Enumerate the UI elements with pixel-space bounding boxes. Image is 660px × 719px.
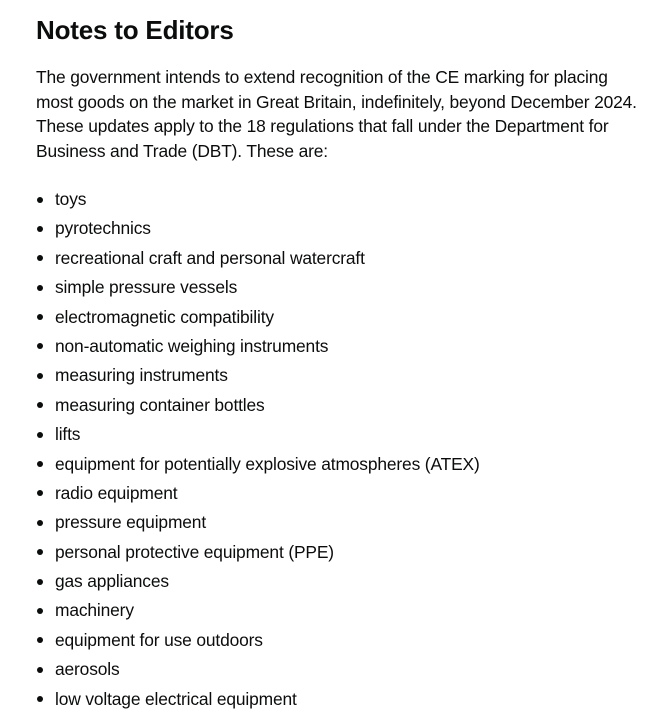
bullet-icon [37,520,43,526]
bullet-icon [37,373,43,379]
list-item [36,508,648,537]
list-item [36,244,648,273]
list-item [36,655,648,684]
notes-section [36,0,648,714]
list-item-text: gas appliances [55,571,169,592]
bullet-icon [37,490,43,496]
list-item-text: measuring instruments [55,365,228,386]
list-item-text: recreational craft and personal watercraft [55,247,365,268]
list-item [36,450,648,479]
bullet-icon [37,549,43,555]
bullet-icon [37,637,43,643]
list-item [36,685,648,714]
list-item [36,332,648,361]
bullet-icon [37,285,43,291]
bullet-icon [37,402,43,408]
list-item-text: measuring container bottles [55,394,265,415]
regulations-list [36,185,648,714]
bullet-icon [37,579,43,585]
list-item-text: non-automatic weighing instruments [55,335,329,356]
list-item-text: toys [55,189,87,209]
list-item [36,303,648,332]
list-item-text: personal protective equipment (PPE) [55,541,334,562]
list-item [36,185,648,214]
bullet-icon [37,696,43,702]
bullet-icon [37,608,43,614]
list-item-text: aerosols [55,659,120,680]
list-item [36,273,648,302]
list-item [36,391,648,420]
list-item-text: low voltage electrical equipment [55,688,297,709]
list-item-text: simple pressure vessels [55,277,238,298]
bullet-icon [37,226,43,232]
list-item-text: equipment for potentially explosive atmospheres (ATEX) [55,453,480,474]
list-item [36,420,648,449]
bullet-icon [37,314,43,320]
bullet-icon [37,461,43,467]
section-heading: Notes to Editors [36,15,234,45]
list-item [36,596,648,625]
list-item [36,538,648,567]
bullet-icon [37,255,43,261]
list-item [36,626,648,655]
intro-paragraph: The government intends to extend recognition of the CE marking for placing most goods on the market in Great Britain, indefinitely, beyond December 2024. These updates apply to the 18 regulations that fall under the Department for Business and Trade (DBT). These are: [36,67,637,161]
list-item-text: radio equipment [55,482,178,503]
list-item-text: equipment for use outdoors [55,629,263,650]
bullet-icon [37,343,43,349]
list-item-text: electromagnetic compatibility [55,306,274,327]
bullet-icon [37,197,43,203]
list-item [36,214,648,243]
list-item-text: machinery [55,600,134,621]
list-item [36,361,648,390]
list-item [36,479,648,508]
bullet-icon [37,667,43,673]
list-item [36,567,648,596]
list-item-text: pressure equipment [55,512,207,533]
list-item-text: lifts [55,424,81,445]
list-item-text: pyrotechnics [55,218,151,239]
bullet-icon [37,432,43,438]
